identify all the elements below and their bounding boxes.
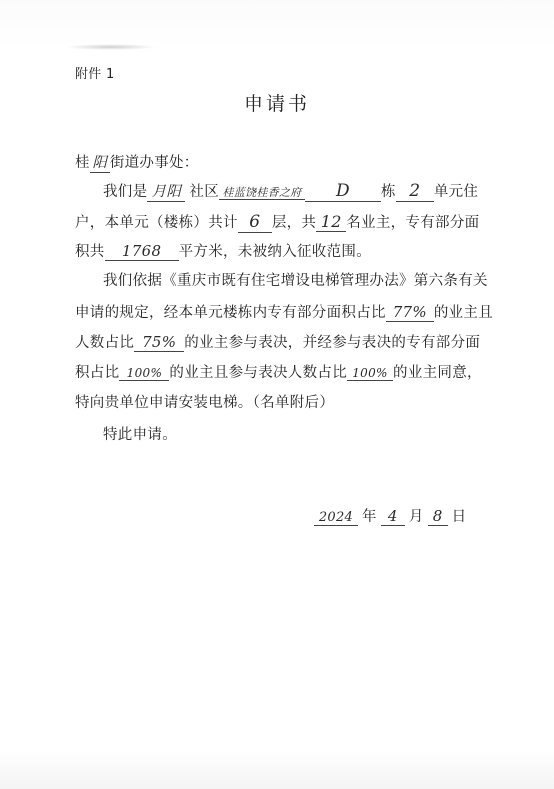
text: 层，共: [271, 215, 317, 231]
p2-line4: [75, 366, 482, 381]
recipient-suffix: 街道办事处：: [109, 155, 199, 171]
text: 平方米，未被纳入征收范围。: [178, 244, 372, 260]
p1-line3: [75, 244, 371, 261]
text: 社区: [189, 184, 220, 200]
text: 的业主且: [433, 305, 494, 321]
filled-vote-people-ratio: 100%: [347, 367, 393, 381]
text: 年: [362, 509, 377, 525]
filled-street: 月阳: [147, 185, 185, 202]
recipient-line: [75, 156, 199, 173]
text: 月: [408, 509, 424, 525]
filled-month: 4: [381, 509, 405, 526]
p2-line5: 特向贵单位申请安装电梯。（名单附后）: [75, 395, 335, 411]
text: 申请的规定，经本单元楼栋内专有部分面积占比: [75, 305, 386, 321]
recipient-prefix: 桂: [75, 155, 90, 171]
filled-area: 1768: [105, 244, 179, 261]
filled-people-ratio: 75%: [134, 335, 184, 352]
attachment-label: 附件 1: [75, 67, 115, 82]
recipient-handwritten: 阳: [90, 156, 110, 173]
text: 栋: [381, 184, 396, 200]
p2-line3: [75, 335, 480, 352]
text: 户，本单元（楼栋）共计: [75, 215, 238, 231]
date-line: [314, 509, 466, 526]
scan-smudge: [66, 44, 156, 50]
filled-unit-number: 2: [396, 183, 434, 202]
text: 日: [451, 509, 467, 525]
filled-area-ratio: 77%: [386, 305, 434, 322]
filled-year: 2024: [314, 511, 358, 526]
text: 的业主参与表决，并经参与表决的专有部分面: [184, 335, 481, 351]
filled-owners: 12: [316, 214, 346, 232]
filled-floors: 6: [238, 214, 272, 233]
p2-line1: 我们依据《重庆市既有住宅增设电梯管理办法》第六条有关: [103, 273, 488, 289]
text: 积共: [75, 244, 105, 260]
text: 单元住: [433, 184, 479, 200]
p2-line2: [75, 305, 493, 322]
text: 人数占比: [75, 335, 135, 351]
p1-line2: [75, 214, 479, 233]
filled-building: 桂蓝饶桂香之府: [219, 187, 305, 200]
filled-unit-block: D: [305, 183, 381, 202]
text: 名业主，专有部分面: [346, 215, 480, 231]
text: 积占比: [75, 365, 120, 381]
text: 的业主同意，: [393, 365, 482, 381]
p1-line1: [103, 183, 478, 202]
closing-text: 特此申请。: [103, 427, 177, 443]
filled-day: 8: [428, 509, 448, 526]
text: 我们是: [103, 184, 148, 200]
document-title: 申请书: [243, 93, 310, 115]
filled-vote-area-ratio: 100%: [119, 367, 169, 381]
text: 的业主且参与表决人数占比: [169, 365, 348, 381]
